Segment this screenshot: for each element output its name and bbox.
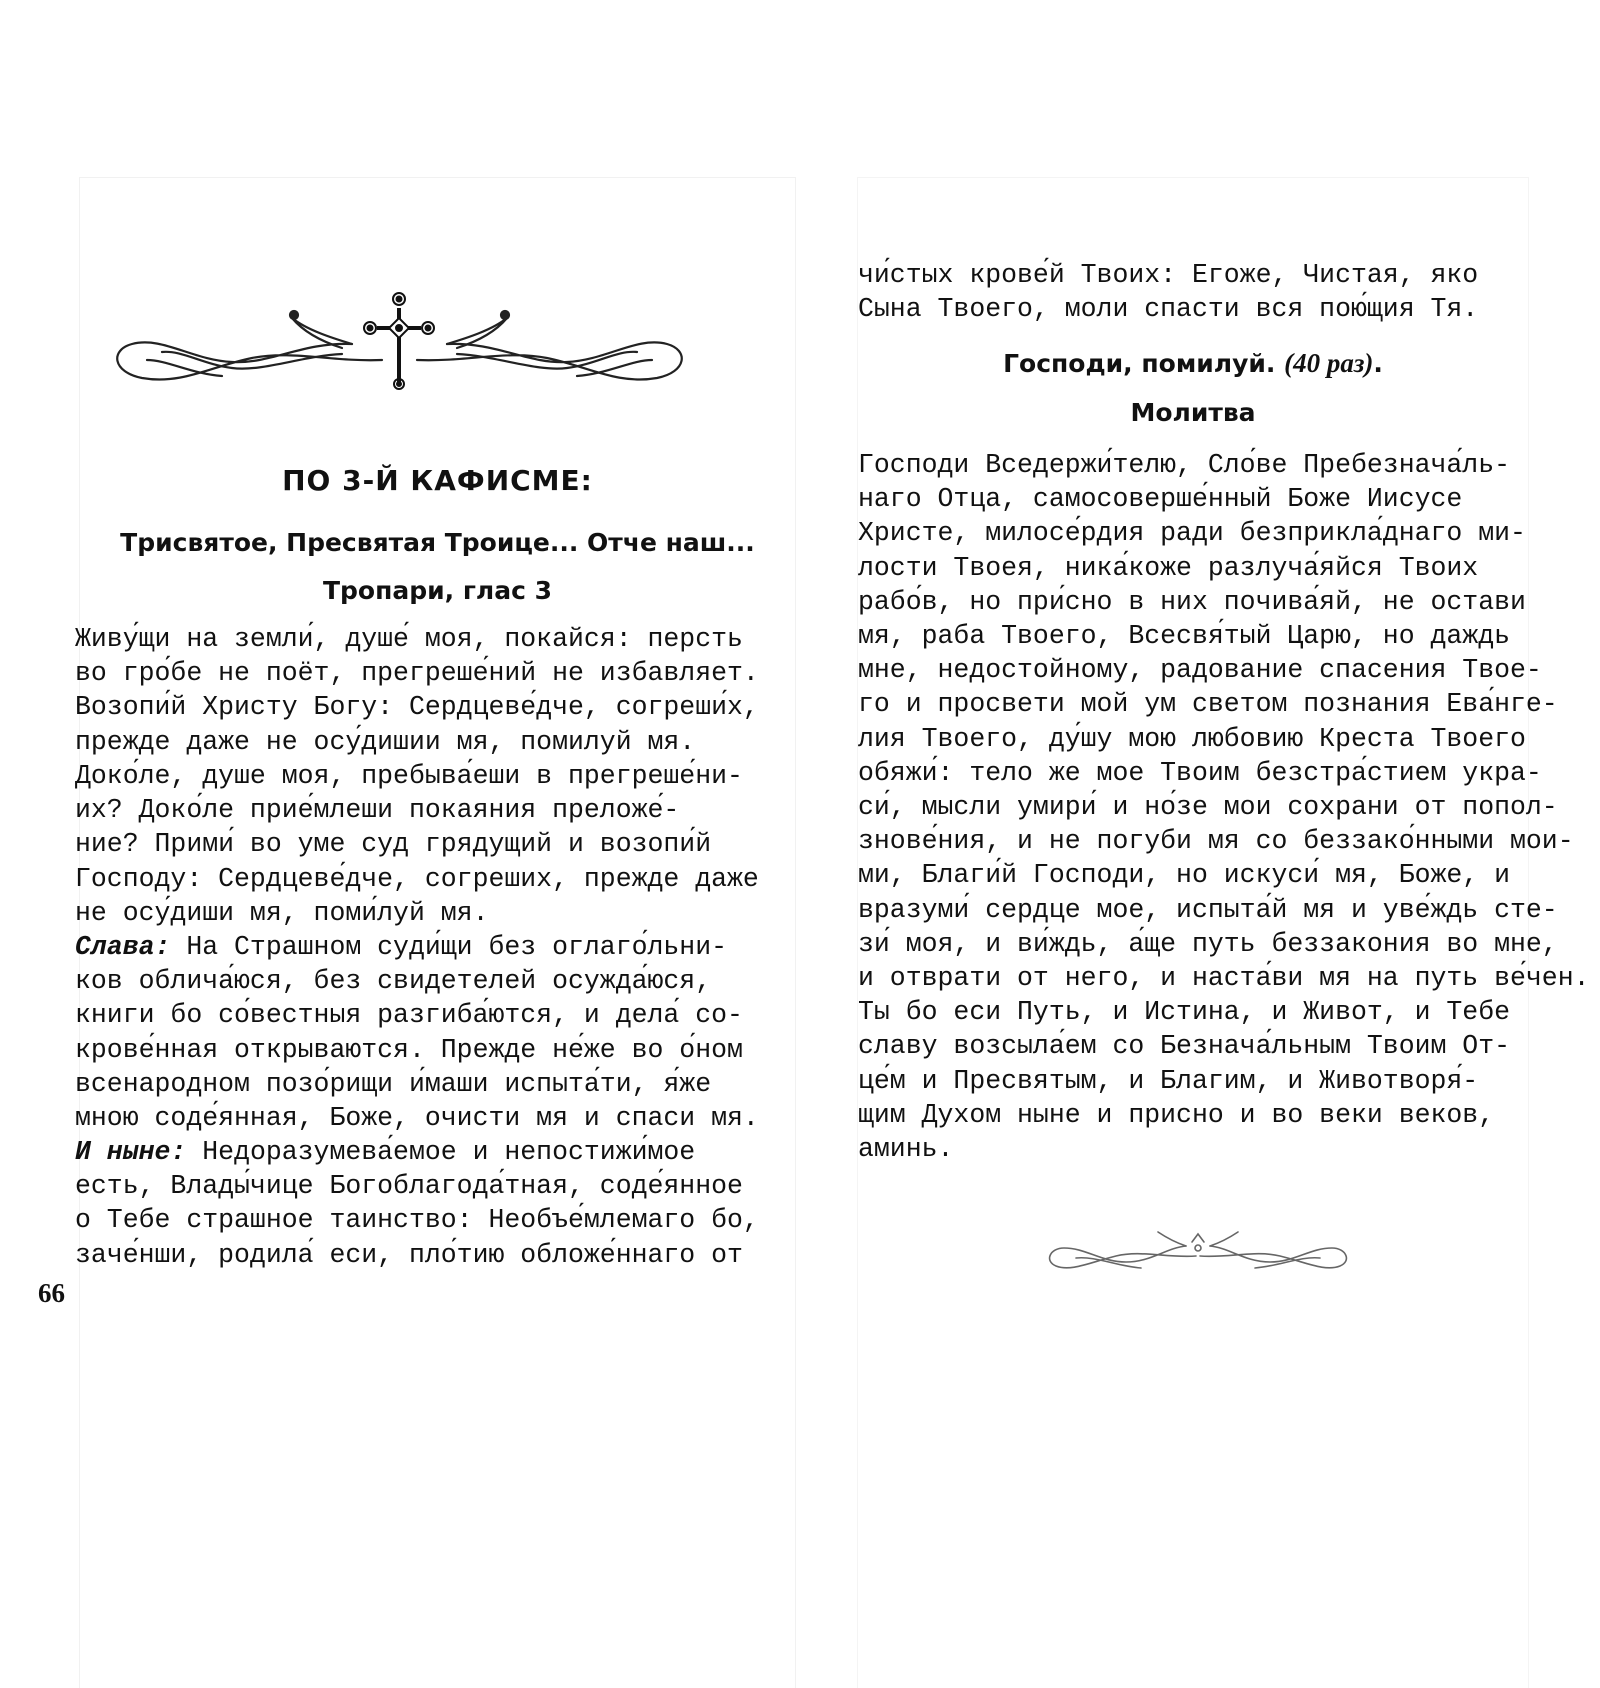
lord-have-mercy: Господи, помилуй. (1003, 349, 1276, 378)
now-text: Недоразумева́емое и непостижи́мое есть, Влады́чице Богоблагода́тная, соде́янное о Тебе страшное таинство: Необъе́млемаго бо, заче́нши, родила́ еси, пло́тию обложе́ннаго от (75, 1137, 759, 1270)
now-label: И ныне: (75, 1137, 187, 1167)
kathisma-heading: ПО 3-Й КАФИСМЕ: (282, 464, 593, 497)
flourish-ornament (1046, 1228, 1350, 1276)
repeat-count: (40 раз) (1284, 348, 1374, 378)
prayers-subheading: Трисвятое, Пресвятая Троице... Отче наш... (120, 528, 755, 557)
glory-text: На Страшном суди́щи без оглаго́льни- ков облича́юся, без свидетелей осужда́юся, книги бо со́вестныя разгиба́ются, и дела́ со- крове́нная открываются. Прежде не́же во о́ном всенародном позо́рищи и́маши испыта́ти, я́же мною соде́янная, Боже, очисти мя и спаси мя. (75, 932, 759, 1134)
troparia-title: Тропари, глас 3 (322, 576, 553, 605)
right-page (858, 178, 1590, 1688)
page-number: 66 (38, 1278, 65, 1308)
left-page (38, 178, 795, 1688)
cross-icon (364, 293, 434, 389)
cross-flourish-ornament (102, 290, 697, 390)
lord-have-mercy-line: Господи, помилуй. (40 раз). (1003, 348, 1383, 378)
glory-troparion (75, 930, 759, 1135)
troparion-1: Живу́щи на земли́, душе́ моя, покайся: персть во гро́бе не поёт, прегреше́ний не избавляет. Возопи́й Христу Богу: Сердцеве́дче, согреши́х, прежде даже не осу́дишии мя, помилуй мя. (75, 624, 759, 757)
prayer-text: Господи Вседержи́телю, Сло́ве Пребезнача́ль- наго Отца, самосоверше́нный Боже Иисусе Христе, милосе́рдия ради безприкла́днаго ми- лости Твоея, ника́коже разлуча́яйся Твоих рабо́в, но при́сно в них почива́яй, не остави мя, раба Твоего, Всесвя́тый Царю, но даждь мне, недостойному, радование спасения Твое- го и просвети мой ум светом познания Ева́нге- лия Твоего, ду́шу мою любовию Креста Твоего обяжи́: тело же мое Твоим безстра́стием укра- си́, мысли умири́ и но́зе мои сохрани от попол- знове́ния, и не погуби мя со беззако́нными мои- ми, Благи́й Господи, но искуси́ мя, Боже, и вразуми́ сердце мое, испыта́й мя и уве́ждь сте- зи́ моя, и ви́ждь, а́ще путь беззакония во мне, и отврати от него, и наста́ви мя на путь ве́чен. Ты бо еси Путь, и Истина, и Живот, и Тебе славу возсыла́ем со Безнача́льным Твоим От- це́м и Пресвятым, и Благим, и Животворя́- щим Духом ныне и присно и во веки веков, аминь. (858, 450, 1590, 1165)
glory-label: Слава: (75, 932, 171, 962)
theotokion (75, 1135, 759, 1272)
troparion-2: Доко́ле, душе моя, пребыва́еши в прегреше́ни- их? Доко́ле прие́млеши покаяния преложе́- ние? Прими́ во уме суд грядущий и возопи́й Господу: Сердцеве́дче, согреших, прежде даже не осу́диши мя, поми́луй мя. (75, 761, 759, 928)
theotokion-continuation: чи́стых крове́й Твоих: Егоже, Чистая, яко Сына Твоего, моли спасти вся пою́щия Тя. (858, 260, 1479, 325)
prayer-title: Молитва (1130, 398, 1256, 427)
